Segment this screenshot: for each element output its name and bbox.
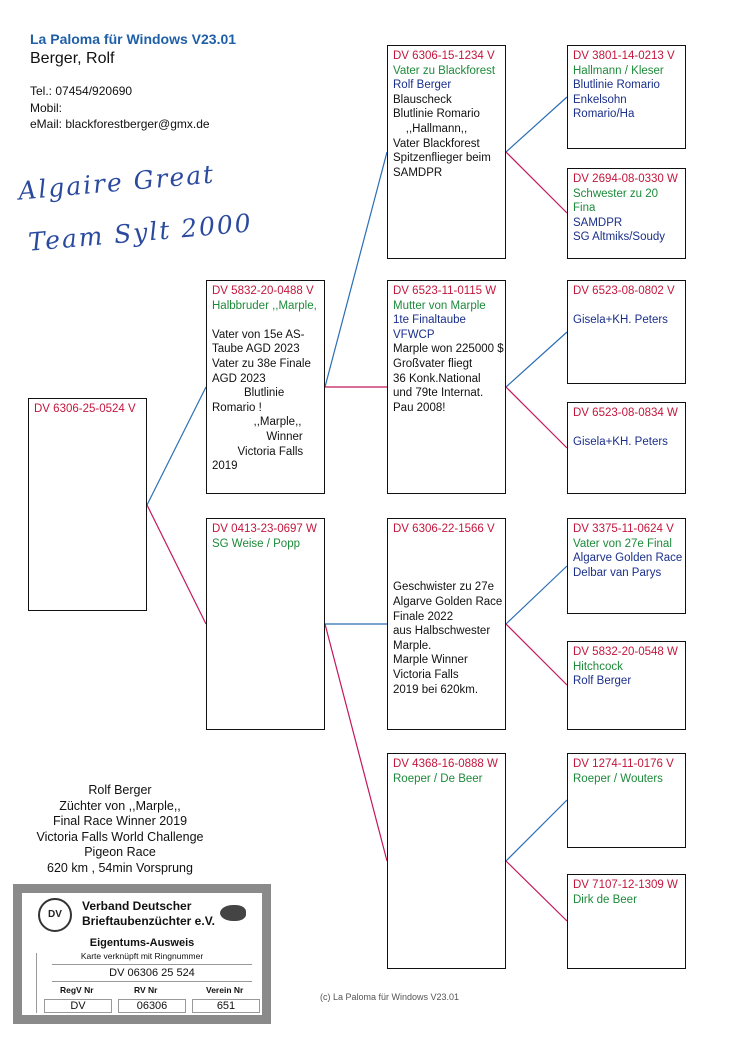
pigeon-box-sire-dam [387,280,506,494]
pigeon-info-line: SG Altmiks/Soudy [573,231,666,244]
pigeon-info-line: Vater von 15e AS- [212,328,305,341]
pigeon-info-line: Roeper / De Beer [393,772,483,785]
pigeon-info-line: Romario/Ha [573,108,635,121]
pigeon-info-line [573,421,680,436]
pigeon-info-line [212,313,319,328]
pigeon-info-line: Hitchcock [573,660,623,673]
pigeon-info-line: Delbar van Parys [573,566,662,579]
pigeon-box-sdd [567,402,686,494]
breeder-mobil: Mobil: [30,101,63,115]
line-sd-sdd [506,387,567,448]
handwritten-note-line1: Algaire Great [17,159,217,206]
pigeon-info-line: Taube AGD 2023 [212,343,300,356]
association-name-line2: Brieftaubenzüchter e.V. [82,914,215,928]
line-ss-sss [506,97,567,152]
pigeon-info-line [573,299,680,314]
pigeon-info-line: Hallmann / Kleser [573,64,664,77]
line-dd-ddd [506,861,567,921]
pigeon-info-line: ,,Hallmann,, [393,122,468,135]
pigeon-info-line: SAMDPR [393,166,443,179]
line-dd-dds [506,800,567,861]
card-value-rv: 06306 [118,999,186,1013]
ring-number: DV 7107-12-1309 W [573,879,678,891]
pigeon-box-subject [28,398,147,611]
pigeon-info-line: Halbbruder ,,Marple, [212,299,317,312]
pigeon-box-ssd [567,168,686,259]
card-value-verein: 651 [192,999,260,1013]
pigeon-box-sire-sire [387,45,506,259]
pigeon-info-line: Vater zu 38e Finale [212,357,311,370]
ring-number: DV 1274-11-0176 V [573,758,674,770]
pigeon-info-line: Marple. [393,639,432,652]
pigeon-info-line: SAMDPR [573,216,623,229]
ring-number: DV 3801-14-0213 V [573,50,675,62]
ring-number: DV 3375-11-0624 V [573,523,674,535]
pigeon-info-line: SG Weise / Popp [212,537,300,550]
pigeon-info-line: Algarve Golden Race [573,552,683,565]
pigeon-icon [220,905,246,921]
ring-number: DV 6306-15-1234 V [393,50,495,62]
pigeon-info-line: Pau 2008! [393,401,446,414]
card-label-verein: Verein Nr [206,985,244,995]
pigeon-info-line: AGD 2023 [212,372,266,385]
pigeon-info-line: ,,Marple,, [212,416,302,429]
pigeon-box-sds [567,280,686,384]
pigeon-info-line: Winner [212,430,303,443]
pigeon-info-line: Fina [573,202,596,215]
line-ds-dss [506,566,567,624]
association-logo-icon: DV [38,898,72,932]
breeder-note [20,783,220,876]
pigeon-info-line: Großvater fliegt [393,357,473,370]
pigeon-info-line [393,537,500,552]
pigeon-info-line: Victoria Falls [212,445,304,458]
ownership-card [13,884,271,1024]
pigeon-box-sire [206,280,325,494]
pigeon-info-line: Blutlinie [212,387,285,400]
ownership-card-inner [22,893,262,1015]
pigeon-info-line: Blauscheck [393,93,452,106]
ring-number: DV 6523-08-0834 W [573,407,678,419]
pigeon-info-line: Mutter von Marple [393,299,486,312]
breeder-note-line: Victoria Falls World Challenge [36,829,204,844]
ring-number: DV 0413-23-0697 W [212,523,317,535]
pigeon-info-line: Finale 2022 [393,610,454,623]
pigeon-box-dam [206,518,325,730]
ring-number: DV 4368-16-0888 W [393,758,498,770]
card-ring-number: DV 06306 25 524 [52,964,252,982]
pigeon-info-line: Gisela+KH. Peters [573,314,668,327]
association-name-line1: Verband Deutscher [82,899,192,913]
breeder-note-line: 620 km , 54min Vorsprung [47,860,193,875]
pigeon-info-line: Dirk de Beer [573,893,637,906]
ring-number: DV 6523-08-0802 V [573,285,675,297]
line-sire-ss [325,152,387,387]
ring-number: DV 6306-25-0524 V [34,403,136,415]
pigeon-info-line [393,551,500,566]
breeder-email: eMail: blackforestberger@gmx.de [30,117,210,131]
card-title: Eigentums-Ausweis [89,937,195,949]
line-subject-dam [147,505,206,624]
pigeon-info-line: Romario ! [212,401,262,414]
pigeon-info-line: Gisela+KH. Peters [573,436,668,449]
pigeon-info-line: Vater von 27e Final [573,537,672,550]
pigeon-info-line: und 79te Internat. [393,387,484,400]
pigeon-box-dam-sire [387,518,506,730]
pigeon-box-dss [567,518,686,614]
ring-number: DV 6306-22-1566 V [393,523,495,535]
breeder-note-line: Züchter von ,,Marple,, [59,798,181,813]
pigeon-info-line: Schwester zu 20 [573,187,659,200]
pigeon-info-line: Roeper / Wouters [573,772,663,785]
handwritten-note-line2: Team Sylt 2000 [27,208,254,257]
pigeon-info-line: 2019 [212,460,238,473]
pigeon-box-ddd [567,874,686,969]
pigeon-info-line: 36 Konk.National [393,372,481,385]
ring-number: DV 5832-20-0548 W [573,646,678,658]
line-ds-dsd [506,624,567,685]
breeder-tel: Tel.: 07454/920690 [30,84,133,98]
pigeon-info-line: 2019 bei 620km. [393,683,479,696]
pigeon-info-line: Algarve Golden Race [393,595,503,608]
pigeon-info-line: Vater Blackforest [393,137,480,150]
breeder-name: Berger, Rolf [30,50,115,67]
ring-number: DV 5832-20-0488 V [212,285,314,297]
pigeon-box-dsd [567,641,686,730]
pigeon-info-line: Victoria Falls [393,668,459,681]
pigeon-info-line: Enkelsohn [573,93,627,106]
ring-number: DV 2694-08-0330 W [573,173,678,185]
card-label-rv: RV Nr [134,985,158,995]
pigeon-box-sss [567,45,686,149]
card-label-regv: RegV Nr [60,985,94,995]
pigeon-info-line: Geschwister zu 27e [393,581,494,594]
pigeon-info-line: Vater zu Blackforest [393,64,496,77]
pigeon-box-dam-dam [387,753,506,969]
app-title: La Paloma für Windows V23.01 [30,31,237,47]
pigeon-info-line: VFWCP [393,328,435,341]
line-subject-sire [147,387,206,505]
line-sd-sds [506,332,567,387]
pigeon-box-dds [567,753,686,848]
line-ss-ssd [506,152,567,213]
card-value-regv: DV [44,999,112,1013]
line-dam-dd [325,624,387,861]
breeder-note-line: Rolf Berger [88,783,152,797]
pigeon-info-line [393,566,500,581]
pigeon-info-line: Rolf Berger [393,79,452,92]
pigeon-info-line: Spitzenflieger beim [393,152,491,165]
pigeon-info-line: Blutlinie Romario [393,108,480,121]
copyright-footer: (c) La Paloma für Windows V23.01 [320,992,460,1002]
breeder-note-line: Final Race Winner 2019 [52,814,188,828]
ring-number: DV 6523-11-0115 W [393,285,497,297]
pigeon-info-line: 1te Finaltaube [393,314,466,327]
pigeon-info-line: Rolf Berger [573,675,632,688]
pigeon-info-line: Marple won 225000 $ [393,343,504,356]
breeder-note-line: Pigeon Race [84,845,156,859]
card-subtitle: Karte verknüpft mit Ringnummer [80,951,204,961]
pigeon-info-line: Marple Winner [393,654,468,667]
pigeon-info-line: Blutlinie Romario [573,79,660,92]
pigeon-info-line: aus Halbschwester [393,625,491,638]
